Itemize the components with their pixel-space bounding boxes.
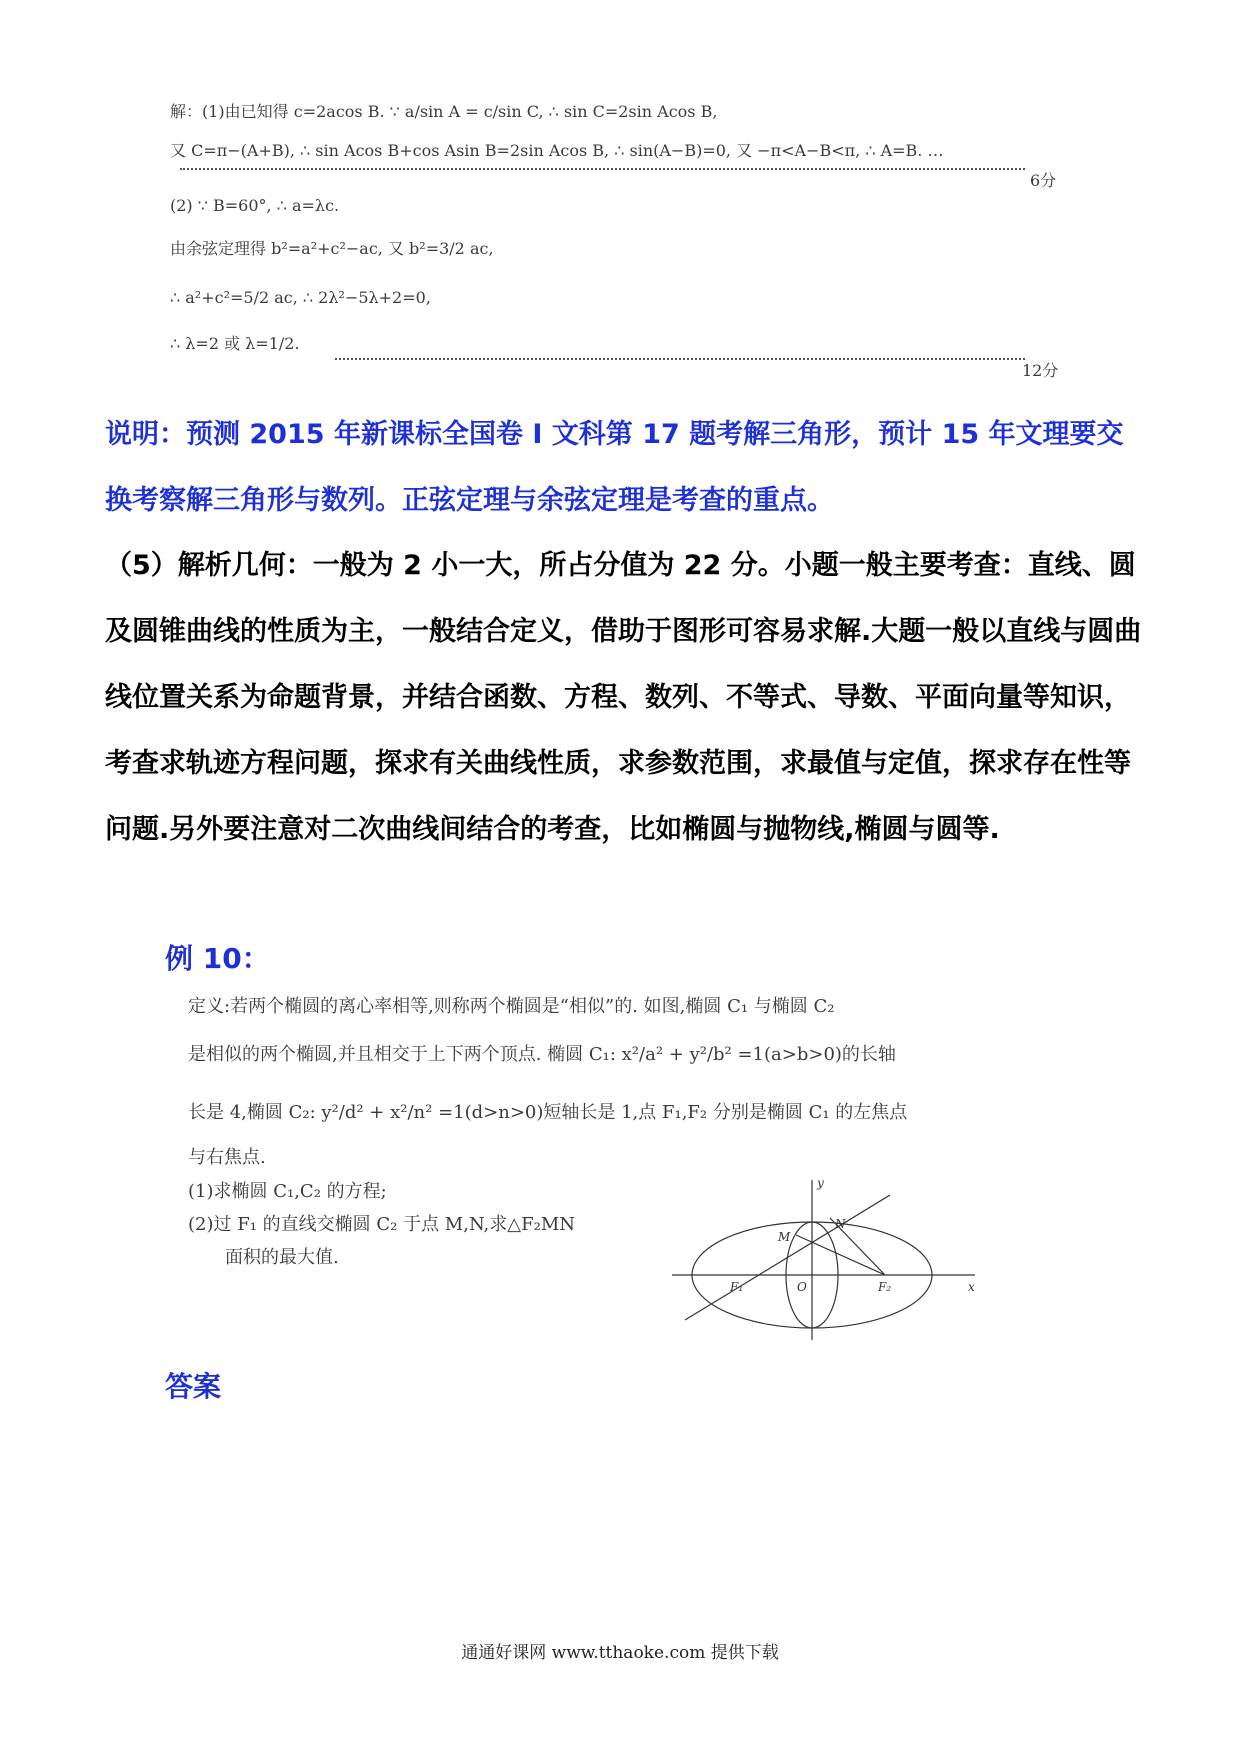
score-12: 12分 [1022,361,1059,380]
label-n: N [835,1217,846,1231]
label-o: O [797,1280,807,1294]
solution-line-2: 又 C=π−(A+B), ∴ sin Acos B+cos Asin B=2sin Acos B, ∴ sin(A−B)=0, 又 −π<A−B<π, ∴ A=B. … [170,141,944,160]
example-line-4: 与右焦点. [188,1147,266,1168]
label-y: y [817,1176,824,1190]
solution-line-3: (2) ∵ B=60°, ∴ a=λc. [170,196,340,215]
solution-line-6: ∴ λ=2 或 λ=1/2. [170,334,300,353]
ellipse-figure [660,1175,990,1345]
solution-line-5: ∴ a²+c²=5/2 ac, ∴ 2λ²−5λ+2=0, [170,288,431,307]
score-6: 6分 [1030,171,1057,190]
label-x: x [968,1280,975,1294]
dotted-leader-2 [335,358,1025,360]
question-2-cont: 面积的最大值. [225,1247,339,1268]
example-line-3: 长是 4,椭圆 C₂: y²/d² + x²/n² =1(d>n>0)短轴长是 1,点 F₁,F₂ 分别是椭圆 C₁ 的左焦点 [188,1102,908,1123]
line-through-f1 [685,1195,890,1320]
question-2: (2)过 F₁ 的直线交椭圆 C₂ 于点 M,N,求△F₂MN [188,1214,575,1235]
solution-line-1: 解：(1)由已知得 c=2acos B. ∵ a/sin A = c/sin C, ∴ sin C=2sin Acos B, [170,102,718,121]
footer-text: 通通好课网 www.tthaoke.com 提供下载 [461,1643,779,1663]
segment-f2-m [796,1235,885,1275]
example-line-1: 定义:若两个椭圆的离心率相等,则称两个椭圆是“相似”的. 如图,椭圆 C₁ 与椭圆 C₂ [188,996,835,1017]
question-1: (1)求椭圆 C₁,C₂ 的方程; [188,1181,387,1202]
note-paragraph: 说明：预测 2015 年新课标全国卷 I 文科第 17 题考解三角形，预计 15 年文理要交换考察解三角形与数列。正弦定理与余弦定理是考查的重点。 [105,419,1124,516]
example-heading: 例 10： [165,942,270,975]
label-f1: F₁ [730,1280,744,1294]
label-m: M [778,1230,791,1244]
dotted-leader-1 [180,168,1025,170]
answer-heading: 答案 [165,1370,222,1403]
solution-line-4: 由余弦定理得 b²=a²+c²−ac, 又 b²=3/2 ac, [170,239,494,258]
label-f2: F₂ [878,1280,892,1294]
example-line-2: 是相似的两个椭圆,并且相交于上下两个顶点. 椭圆 C₁: x²/a² + y²/b² =1(a>b>0)的长轴 [188,1044,896,1065]
section-5-paragraph: （5）解析几何：一般为 2 小一大，所占分值为 22 分。小题一般主要考查：直线、圆及圆锥曲线的性质为主，一般结合定义，借助于图形可容易求解.大题一般以直线与圆曲线位置关系为命题背景，并结合函数、方程、数列、不等式、导数、平面向量等知识，考查求轨迹方程问题，探求有关曲线性质，求参数范围，求最值与定值，探求存在性等问题.另外要注意对二次曲线间结合的考查，比如椭圆与抛物线,椭圆与圆等. [105,550,1142,845]
